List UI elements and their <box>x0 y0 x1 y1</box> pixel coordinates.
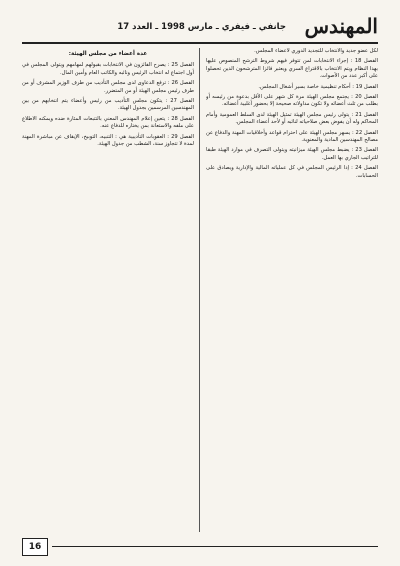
paragraph: الفصل 27 : يتكون مجلس التأديب من رئيس وأعضاء يتم انتخابهم من بين المهندسين المرسمين بجدول الهيئة. <box>22 98 194 112</box>
paragraph: الفصل 28 : يتعين إعلام المهندس المعني بالتتبعات المثارة ضده ويمكنه الاطلاع على ملفه والاستعانة بمن يختاره للدفاع عنه. <box>22 115 194 130</box>
paragraph: الفصل 26 : ترفع الدعاوى لدى مجلس التأديب من طرف الوزير المشرف أو من طرف رئيس مجلس الهيئة أو من المتضرر. <box>22 80 194 94</box>
section-title: عدة أعضاء من مجلس الهيئة: <box>68 51 148 57</box>
page-footer <box>22 538 378 558</box>
paragraph: لكل عضو جديد والانتخاب للتجديد الدوري لأعضاء المجلس. <box>254 48 378 54</box>
paragraph: الفصل 19 : أحكام تنظيمية خاصة بسير أشغال المجلس. <box>258 83 378 90</box>
paragraph: الفصل 23 : يضبط مجلس الهيئة ميزانيته ويتولى التصرف في موارد الهيئة طبقا للتراتيب الجاري بها العمل. <box>206 147 378 161</box>
column-divider <box>199 48 200 532</box>
paragraph: الفصل 24 : إذا الرئيس المجلس في كل عملياته المالية والإدارية ويصادق على الحسابات. <box>206 165 378 179</box>
paragraph: الفصل 29 : العقوبات التأديبية هي : التنبيه، التوبيخ، الإيقاف عن مباشرة المهنة لمدة لا تتجاوز سنة، الشطب من جدول الهيئة. <box>22 133 194 148</box>
paragraph: الفصل 21 : يتولى رئيس مجلس الهيئة تمثيل الهيئة لدى السلط العمومية وأمام المحاكم وله أن يفوض بعض صلاحياته لنائبه أو لأحد أعضاء المجلس. <box>206 111 378 126</box>
article-columns <box>22 48 378 532</box>
page-number: 16 <box>22 538 48 556</box>
left-column <box>22 48 194 532</box>
paragraph: الفصل 18 : إجراء الانتخابات لمن تتوفر فيهم شروط الترشح المنصوص عليها بهذا النظام ويتم الانتخاب بالاقتراع السري ويعتبر فائزا المترشحون الذين تحصلوا على أكبر عدد من الأصوات. <box>206 58 378 80</box>
paragraph: الفصل 25 : يصرح الفائزون في الانتخابات بقبولهم لمهامهم ويتولى المجلس في أول اجتماع له انتخاب الرئيس ونائبه والكاتب العام وأمين المال. <box>22 62 194 76</box>
masthead-title: المهندس <box>304 14 378 38</box>
page-header <box>22 14 378 44</box>
footer-rule <box>52 546 378 547</box>
right-column <box>206 48 378 532</box>
paragraph: الفصل 20 : يجتمع مجلس الهيئة مرة كل شهر على الأقل بدعوة من رئيسه أو بطلب من ثلث أعضائه ولا تكون مداولاته صحيحة إلا بحضور أغلبية أعضائه. <box>206 94 378 108</box>
issue-line: جانفي ـ فيفري ـ مارس 1998 ـ العدد 17 <box>117 22 286 32</box>
paragraph: الفصل 22 : يسهر مجلس الهيئة على احترام قواعد وأخلاقيات المهنة والدفاع عن مصالح المهندسين المادية والمعنوية. <box>206 129 378 144</box>
